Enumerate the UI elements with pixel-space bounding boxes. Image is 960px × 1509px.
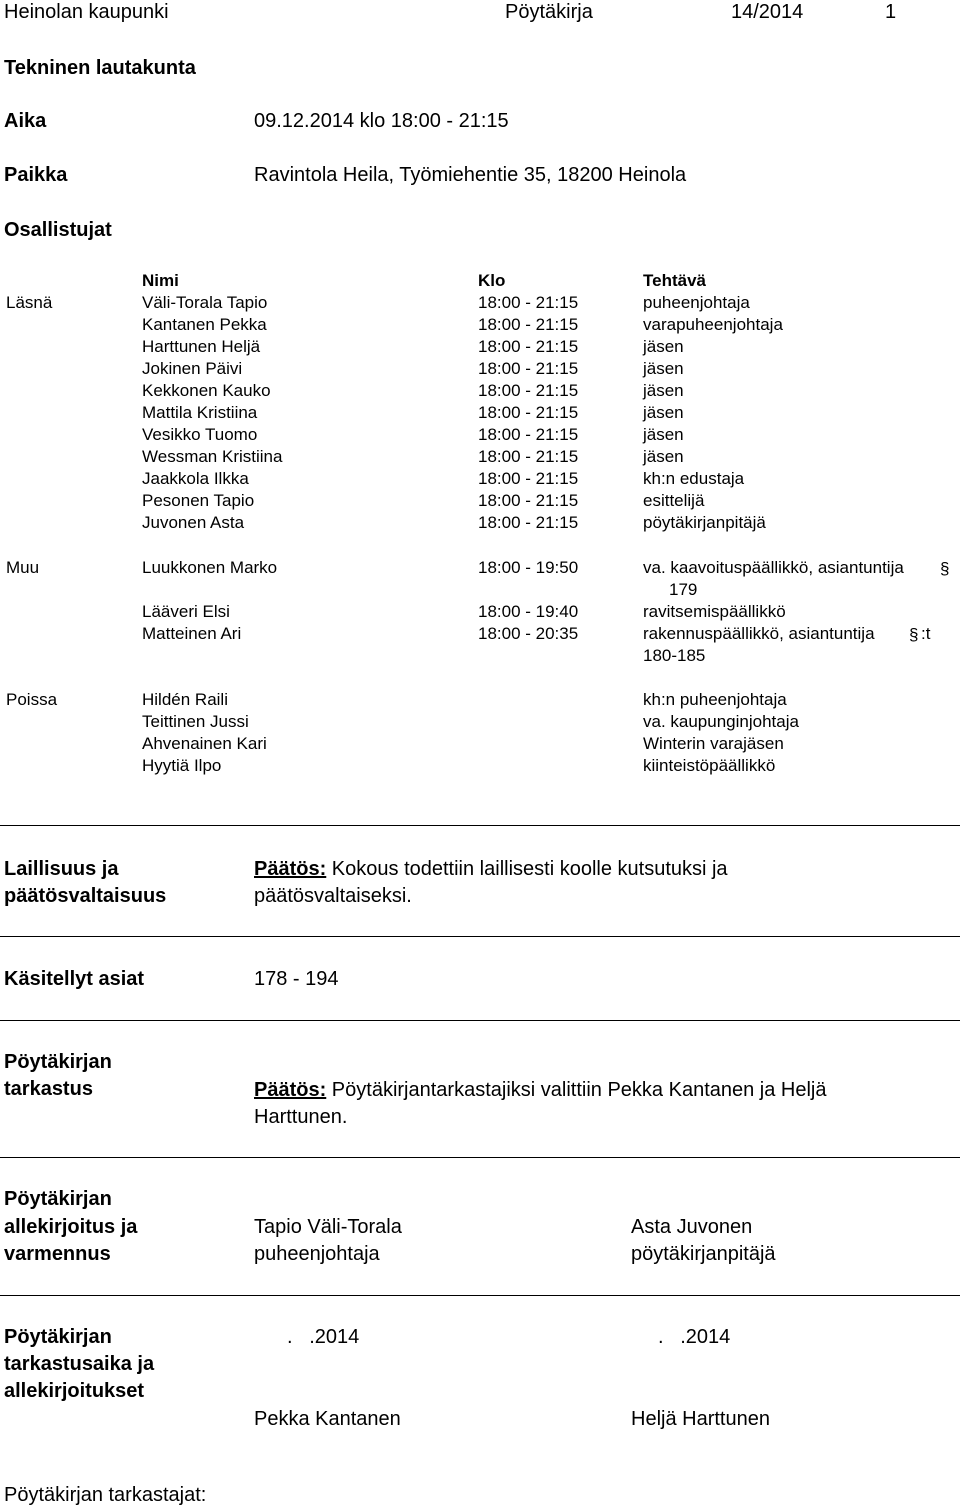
table-row (0, 314, 960, 336)
doc-type: Pöytäkirja (505, 1, 593, 23)
divider (0, 936, 960, 937)
signer1-role: puheenjohtaja (254, 1243, 380, 1265)
participant-role: kh:n edustaja (643, 469, 745, 488)
review-text-line2: Harttunen. (254, 1106, 348, 1128)
participant-role: jäsen (643, 359, 684, 378)
review-date-2: . .2014 (658, 1326, 731, 1348)
participant-role: rakennuspäällikkö, asiantuntija (643, 624, 875, 643)
participant-role-continuation: 179 (669, 580, 698, 599)
participant-time: 18:00 - 21:15 (478, 315, 579, 334)
org-name: Heinolan kaupunki (4, 1, 169, 23)
signing-label-line3: varmennus (4, 1243, 111, 1265)
table-row (0, 711, 960, 733)
decision-prefix: Päätös: (254, 1079, 327, 1101)
table-row (0, 424, 960, 446)
col-header-role: Tehtävä (643, 271, 706, 290)
table-row (0, 512, 960, 534)
participant-role: varapuheenjohtaja (643, 315, 783, 334)
participant-name: Wessman Kristiina (142, 447, 283, 466)
signer1-name: Tapio Väli-Torala (254, 1216, 402, 1238)
participants-label: Osallistujat (4, 219, 112, 241)
table-row (0, 623, 960, 645)
table-row (0, 402, 960, 424)
review-time-label-line1: Pöytäkirjan (4, 1326, 112, 1348)
participant-name: Ahvenainen Kari (142, 734, 267, 753)
review-label-line1: Pöytäkirjan (4, 1051, 112, 1073)
reviewers-label: Pöytäkirjan tarkastajat: (4, 1484, 207, 1506)
table-row (0, 601, 960, 623)
signer2-role: pöytäkirjanpitäjä (631, 1243, 776, 1265)
legality-text: Kokous todettiin laillisesti koolle kutsutuksi ja (326, 858, 728, 880)
participant-name: Mattila Kristiina (142, 403, 258, 422)
participant-role: jäsen (643, 337, 684, 356)
participant-role: pöytäkirjanpitäjä (643, 513, 766, 532)
participant-time: 18:00 - 21:15 (478, 425, 579, 444)
col-header-time: Klo (478, 271, 506, 290)
review-time-label-line2: tarkastusaika ja (4, 1353, 155, 1375)
table-row (0, 358, 960, 380)
participant-time: 18:00 - 21:15 (478, 447, 579, 466)
participant-role-continuation: 180-185 (643, 646, 706, 665)
participant-role: jäsen (643, 425, 684, 444)
table-header (0, 270, 960, 292)
participant-time: 18:00 - 21:15 (478, 337, 579, 356)
participant-role: va. kaupunginjohtaja (643, 712, 799, 731)
participant-name: Väli-Torala Tapio (142, 293, 268, 312)
section-sign-icon: § (909, 625, 919, 644)
review-date-1: . .2014 (287, 1326, 360, 1348)
participant-role: kiinteistöpäällikkö (643, 756, 776, 775)
page-number: 1 (885, 1, 897, 23)
signing-label-line2: allekirjoitus ja (4, 1216, 138, 1238)
participant-name: Teittinen Jussi (142, 712, 249, 731)
participant-name: Luukkonen Marko (142, 558, 278, 577)
legality-text-line2: päätösvaltaiseksi. (254, 885, 412, 907)
signing-label-line1: Pöytäkirjan (4, 1188, 112, 1210)
table-row (0, 446, 960, 468)
group-label-absent: Poissa (6, 690, 58, 709)
reviewer1-name: Pekka Kantanen (254, 1408, 401, 1430)
legality-text-line1 (254, 855, 728, 883)
participant-name: Juvonen Asta (142, 513, 245, 532)
place-value: Ravintola Heila, Työmiehentie 35, 18200 Heinola (254, 164, 687, 186)
participant-role-suffix: :t (921, 624, 931, 643)
table-row (0, 336, 960, 358)
participant-time: 18:00 - 21:15 (478, 293, 579, 312)
divider (0, 825, 960, 826)
table-row (0, 689, 960, 711)
doc-number: 14/2014 (731, 1, 804, 23)
participant-role: Winterin varajäsen (643, 734, 784, 753)
decision-prefix: Päätös: (254, 858, 327, 880)
review-text-line1 (254, 1076, 827, 1104)
table-row (0, 755, 960, 777)
items-label: Käsitellyt asiat (4, 968, 145, 990)
participant-time: 18:00 - 20:35 (478, 624, 579, 643)
reviewer2-name: Heljä Harttunen (631, 1408, 770, 1430)
legality-label-line2: päätösvaltaisuus (4, 885, 167, 907)
participant-time: 18:00 - 19:50 (478, 558, 579, 577)
participant-name: Kekkonen Kauko (142, 381, 271, 400)
divider (0, 1020, 960, 1021)
table-row (0, 557, 960, 579)
participant-time: 18:00 - 21:15 (478, 381, 579, 400)
participant-name: Hildén Raili (142, 690, 228, 709)
table-row (0, 468, 960, 490)
time-value: 09.12.2014 klo 18:00 - 21:15 (254, 110, 509, 132)
participant-role: kh:n puheenjohtaja (643, 690, 787, 709)
review-text: Pöytäkirjantarkastajiksi valittiin Pekka Kantanen ja Heljä (326, 1079, 827, 1101)
participant-name: Jokinen Päivi (142, 359, 243, 378)
signer2-name: Asta Juvonen (631, 1216, 753, 1238)
participant-role: jäsen (643, 447, 684, 466)
participant-role: va. kaavoituspäällikkö, asiantuntija (643, 558, 904, 577)
participant-time: 18:00 - 21:15 (478, 403, 579, 422)
place-label: Paikka (4, 164, 68, 186)
review-label-line2: tarkastus (4, 1078, 93, 1100)
participant-role: esittelijä (643, 491, 705, 510)
time-label: Aika (4, 110, 47, 132)
participant-time: 18:00 - 21:15 (478, 513, 579, 532)
table-row (0, 733, 960, 755)
divider (0, 1295, 960, 1296)
participant-name: Lääveri Elsi (142, 602, 230, 621)
participant-name: Vesikko Tuomo (142, 425, 258, 444)
participant-name: Matteinen Ari (142, 624, 242, 643)
participant-name: Kantanen Pekka (142, 315, 267, 334)
col-header-name: Nimi (142, 271, 179, 290)
participant-time: 18:00 - 21:15 (478, 469, 579, 488)
participant-role: ravitsemispäällikkö (643, 602, 786, 621)
group-label-other: Muu (6, 558, 40, 577)
section-sign-icon: § (940, 559, 950, 578)
participant-time: 18:00 - 21:15 (478, 359, 579, 378)
participant-role: jäsen (643, 403, 684, 422)
review-time-label-line3: allekirjoitukset (4, 1380, 145, 1402)
divider (0, 1157, 960, 1158)
participant-name: Pesonen Tapio (142, 491, 255, 510)
participant-name: Harttunen Heljä (142, 337, 261, 356)
table-row (0, 380, 960, 402)
participant-name: Jaakkola Ilkka (142, 469, 249, 488)
participant-time: 18:00 - 21:15 (478, 491, 579, 510)
participant-role: puheenjohtaja (643, 293, 750, 312)
legality-label-line1: Laillisuus ja (4, 858, 119, 880)
participant-name: Hyytiä Ilpo (142, 756, 222, 775)
items-value: 178 - 194 (254, 968, 339, 990)
table-row (0, 490, 960, 512)
group-label-present: Läsnä (6, 293, 53, 312)
participant-role: jäsen (643, 381, 684, 400)
participant-time: 18:00 - 19:40 (478, 602, 579, 621)
table-row (0, 292, 960, 314)
body-name: Tekninen lautakunta (4, 57, 196, 79)
